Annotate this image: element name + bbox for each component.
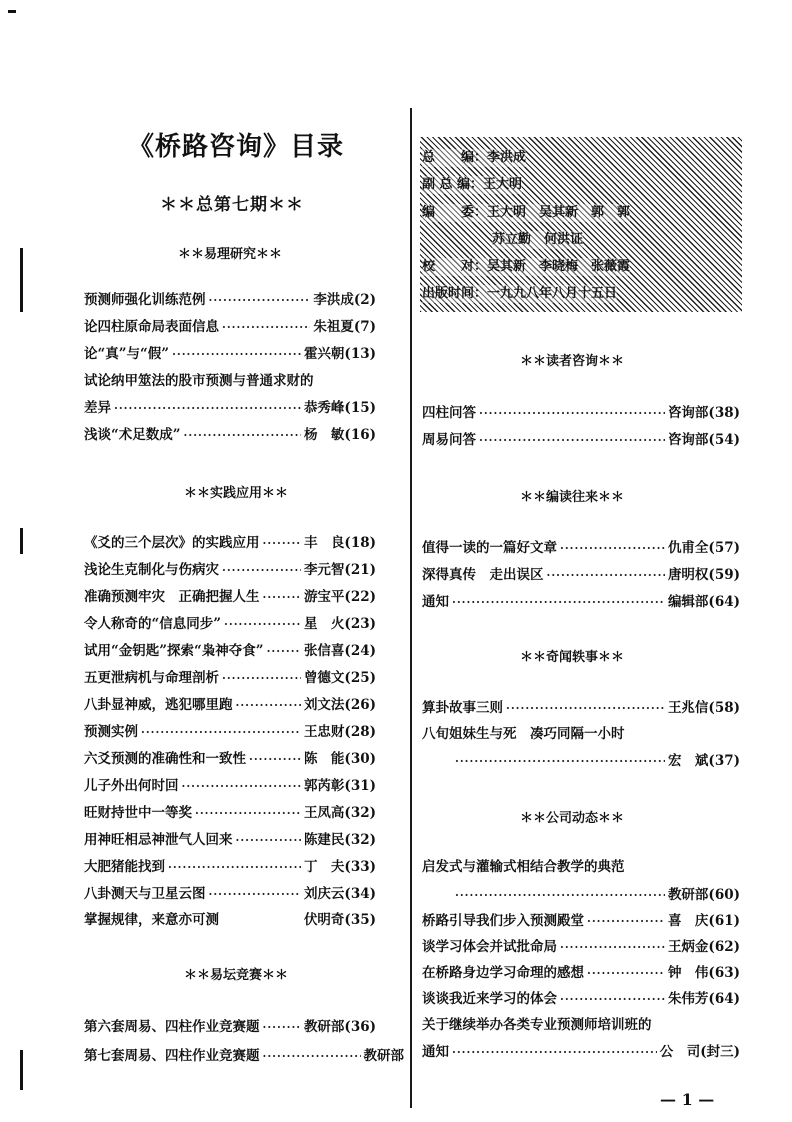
leader-dots <box>209 290 311 312</box>
entry-author: 刘文法(26) <box>303 697 376 713</box>
leader-dots <box>168 857 301 879</box>
entry-author: 丰 良(18) <box>303 535 376 551</box>
entry-author: 王凤高(32) <box>303 805 376 821</box>
leader-dots <box>560 538 665 560</box>
entry-author: 公 司(封三) <box>659 1044 740 1060</box>
entry-title: 浅论生克制化与伤病灾 <box>84 562 219 578</box>
column-divider <box>410 108 412 1108</box>
toc-entry[interactable] <box>422 936 740 958</box>
leader-dots <box>506 698 665 720</box>
toc-entry-title-line[interactable]: 试论纳甲筮法的股市预测与普通求财的 <box>84 373 314 389</box>
entry-author: 咨询部(54) <box>667 432 740 448</box>
edge-mark <box>20 248 23 312</box>
toc-entry[interactable] <box>84 613 376 635</box>
leader-dots <box>222 668 301 690</box>
toc-entry[interactable] <box>452 750 740 772</box>
toc-entry[interactable] <box>84 856 376 878</box>
entry-author: 陈建民(32) <box>303 832 376 848</box>
toc-entry[interactable] <box>84 397 376 419</box>
entry-title: 四柱问答 <box>422 405 476 421</box>
toc-entry[interactable] <box>84 721 376 743</box>
leader-dots <box>209 884 301 906</box>
toc-entry[interactable] <box>422 910 740 932</box>
leader-dots <box>222 560 301 582</box>
leader-dots <box>452 592 665 614</box>
entry-title: 掌握规律，来意亦可测 <box>84 912 219 928</box>
toc-entry[interactable] <box>84 289 376 311</box>
leader-dots <box>236 830 301 852</box>
leader-dots <box>547 565 665 587</box>
section-heading: ＊＊编读往来＊＊ <box>520 490 625 505</box>
section-heading: ＊＊易坛竞赛＊＊ <box>184 968 289 983</box>
entry-author: 丁 夫(33) <box>303 859 376 875</box>
masthead-line: 出版时间：一九九八年八月十五日 <box>422 286 618 301</box>
toc-entry[interactable] <box>422 591 740 613</box>
entry-title: 大肥猪能找到 <box>84 859 165 875</box>
toc-entry[interactable] <box>452 884 740 906</box>
entry-author: 恭秀峰(15) <box>303 400 376 416</box>
entry-author: 喜 庆(61) <box>667 913 740 929</box>
entry-title: 准确预测牢灾 正确把握人生 <box>84 589 260 605</box>
leader-dots <box>182 776 301 798</box>
leader-dots <box>224 614 301 636</box>
entry-title: 儿子外出何时回 <box>84 778 179 794</box>
entry-author: 编辑部(64) <box>667 594 740 610</box>
entry-author: 朱伟芳(64) <box>667 991 740 1007</box>
leader-dots <box>455 885 665 907</box>
entry-author: 王炳金(62) <box>667 939 740 955</box>
toc-entry[interactable] <box>84 586 376 608</box>
entry-author: 张信喜(24) <box>303 643 376 659</box>
entry-author: 仇甫全(57) <box>667 540 740 556</box>
toc-entry-title-line[interactable]: 八旬姐妹生与死 凑巧同隔一小时 <box>422 726 625 742</box>
entry-author: 朱祖夏(7) <box>313 319 376 335</box>
leader-dots <box>263 1046 361 1068</box>
entry-author: 李洪成(2) <box>313 292 376 308</box>
masthead-line: 总 编：李洪成 <box>422 150 527 165</box>
toc-entry[interactable] <box>84 909 376 931</box>
leader-dots <box>263 587 301 609</box>
leader-dots <box>114 398 301 420</box>
leader-dots <box>141 722 301 744</box>
entry-author: 曾德文(25) <box>303 670 376 686</box>
leader-dots <box>172 344 301 366</box>
toc-entry[interactable] <box>84 883 376 905</box>
entry-title: 用神旺相忌神泄气人回来 <box>84 832 233 848</box>
leader-dots <box>195 803 301 825</box>
entry-author: 星 火(23) <box>303 616 376 632</box>
toc-entry[interactable] <box>422 988 740 1010</box>
entry-title: 预测实例 <box>84 724 138 740</box>
leader-dots <box>560 989 665 1011</box>
toc-entry[interactable] <box>84 775 376 797</box>
section-heading: ＊＊奇闻轶事＊＊ <box>520 650 625 665</box>
entry-title: 五更泄病机与命理剖析 <box>84 670 219 686</box>
entry-author: 郭芮彰(31) <box>303 778 376 794</box>
toc-entry-title-line[interactable]: 关于继续举办各类专业预测师培训班的 <box>422 1017 652 1033</box>
entry-title: 在桥路身边学习命理的感想 <box>422 965 584 981</box>
toc-entry[interactable] <box>84 424 376 446</box>
page-number: — 1 — <box>660 1090 715 1109</box>
edge-mark <box>20 1050 23 1090</box>
entry-author: 钟 伟(63) <box>667 965 740 981</box>
toc-entry[interactable] <box>84 1045 404 1067</box>
toc-entry[interactable] <box>422 1041 740 1063</box>
leader-dots <box>479 403 665 425</box>
entry-title: 《爻的三个层次》的实践应用 <box>84 535 260 551</box>
masthead-line: 校 对：吴其新 李晓梅 张薇霞 <box>422 259 631 274</box>
toc-entry[interactable] <box>84 532 376 554</box>
entry-title: 深得真传 走出误区 <box>422 567 544 583</box>
entry-title: 预测师强化训练范例 <box>84 292 206 308</box>
toc-entry[interactable] <box>84 802 376 824</box>
entry-author: 陈 能(30) <box>303 751 376 767</box>
masthead-line: 苏立勤 何洪证 <box>492 232 584 247</box>
leader-dots <box>560 937 665 959</box>
entry-title: 周易问答 <box>422 432 476 448</box>
toc-entry[interactable] <box>422 537 740 559</box>
entry-title: 通知 <box>422 1044 449 1060</box>
leader-dots <box>184 425 301 447</box>
toc-entry[interactable] <box>422 429 740 451</box>
toc-entry[interactable] <box>422 402 740 424</box>
entry-author: 宏 斌(37) <box>667 753 740 769</box>
section-heading: ＊＊实践应用＊＊ <box>184 486 289 501</box>
entry-title: 通知 <box>422 594 449 610</box>
masthead-line: 编 委：王大明 吴其新 郭 郭 <box>422 205 631 220</box>
entry-author: 游宝平(22) <box>303 589 376 605</box>
toc-entry[interactable] <box>84 667 376 689</box>
toc-entry[interactable] <box>84 829 376 851</box>
page-title: 《桥路咨询》目录 <box>128 132 345 162</box>
entry-title: 令人称奇的“信息同步” <box>84 616 222 632</box>
toc-entry-title-line[interactable]: 启发式与灌输式相结合教学的典范 <box>422 859 625 875</box>
toc-entry[interactable] <box>84 640 376 662</box>
leader-dots <box>263 1017 301 1039</box>
entry-author: 教研部(60) <box>667 887 740 903</box>
entry-title: 桥路引导我们步入预测殿堂 <box>422 913 584 929</box>
entry-title: 第七套周易、四柱作业竞赛题 <box>84 1048 260 1064</box>
leader-dots <box>236 695 301 717</box>
entry-title: 八卦显神威，逃犯哪里跑 <box>84 697 233 713</box>
toc-entry[interactable] <box>84 316 376 338</box>
section-heading: ＊＊公司动态＊＊ <box>520 811 625 826</box>
entry-author: 霍兴朝(13) <box>303 346 376 362</box>
entry-title: 算卦故事三则 <box>422 700 503 716</box>
entry-author: 教研部(36) <box>303 1019 376 1035</box>
entry-author: 刘庆云(34) <box>303 886 376 902</box>
entry-author: 杨 敏(16) <box>303 427 376 443</box>
entry-title: 值得一读的一篇好文章 <box>422 540 557 556</box>
entry-author: 教研部 <box>363 1048 404 1064</box>
entry-author: 咨询部(38) <box>667 405 740 421</box>
section-heading: ＊＊易理研究＊＊ <box>178 247 283 262</box>
entry-title: 浅谈“术足数成” <box>84 427 181 443</box>
entry-title: 第六套周易、四柱作业竞赛题 <box>84 1019 260 1035</box>
leader-dots <box>455 751 665 773</box>
entry-author: 唐明权(59) <box>667 567 740 583</box>
entry-title: 论“真”与“假” <box>84 346 170 362</box>
entry-title: 试用“金钥匙”探索“枭神夺食” <box>84 643 264 659</box>
leader-dots <box>452 1042 657 1064</box>
toc-entry[interactable] <box>422 962 740 984</box>
leader-dots <box>222 317 310 339</box>
edge-mark <box>8 10 16 13</box>
entry-author: 王忠财(28) <box>303 724 376 740</box>
leader-dots <box>587 911 665 933</box>
entry-author: 李元智(21) <box>303 562 376 578</box>
edge-mark <box>20 528 23 554</box>
section-heading: ＊＊读者咨询＊＊ <box>520 354 625 369</box>
issue-label: ＊＊总第七期＊＊ <box>160 195 304 215</box>
toc-entry[interactable] <box>422 697 740 719</box>
entry-title: 谈谈我近来学习的体会 <box>422 991 557 1007</box>
entry-title: 差异 <box>84 400 111 416</box>
leader-dots <box>587 963 665 985</box>
entry-author: 伏明奇(35) <box>303 912 376 928</box>
masthead-line: 副 总 编：王大明 <box>422 177 523 192</box>
toc-entry[interactable] <box>84 694 376 716</box>
leader-dots <box>249 749 301 771</box>
entry-title: 旺财持世中一等奖 <box>84 805 192 821</box>
leader-dots <box>263 533 301 555</box>
entry-title: 论四柱原命局表面信息 <box>84 319 219 335</box>
toc-entry[interactable] <box>84 1016 376 1038</box>
entry-title: 六爻预测的准确性和一致性 <box>84 751 246 767</box>
toc-entry[interactable] <box>422 564 740 586</box>
leader-dots <box>267 641 301 663</box>
toc-entry[interactable] <box>84 559 376 581</box>
entry-title: 谈学习体会并试批命局 <box>422 939 557 955</box>
toc-entry[interactable] <box>84 343 376 365</box>
entry-author: 王兆信(58) <box>667 700 740 716</box>
toc-entry[interactable] <box>84 748 376 770</box>
entry-title: 八卦测天与卫星云图 <box>84 886 206 902</box>
leader-dots <box>479 430 665 452</box>
